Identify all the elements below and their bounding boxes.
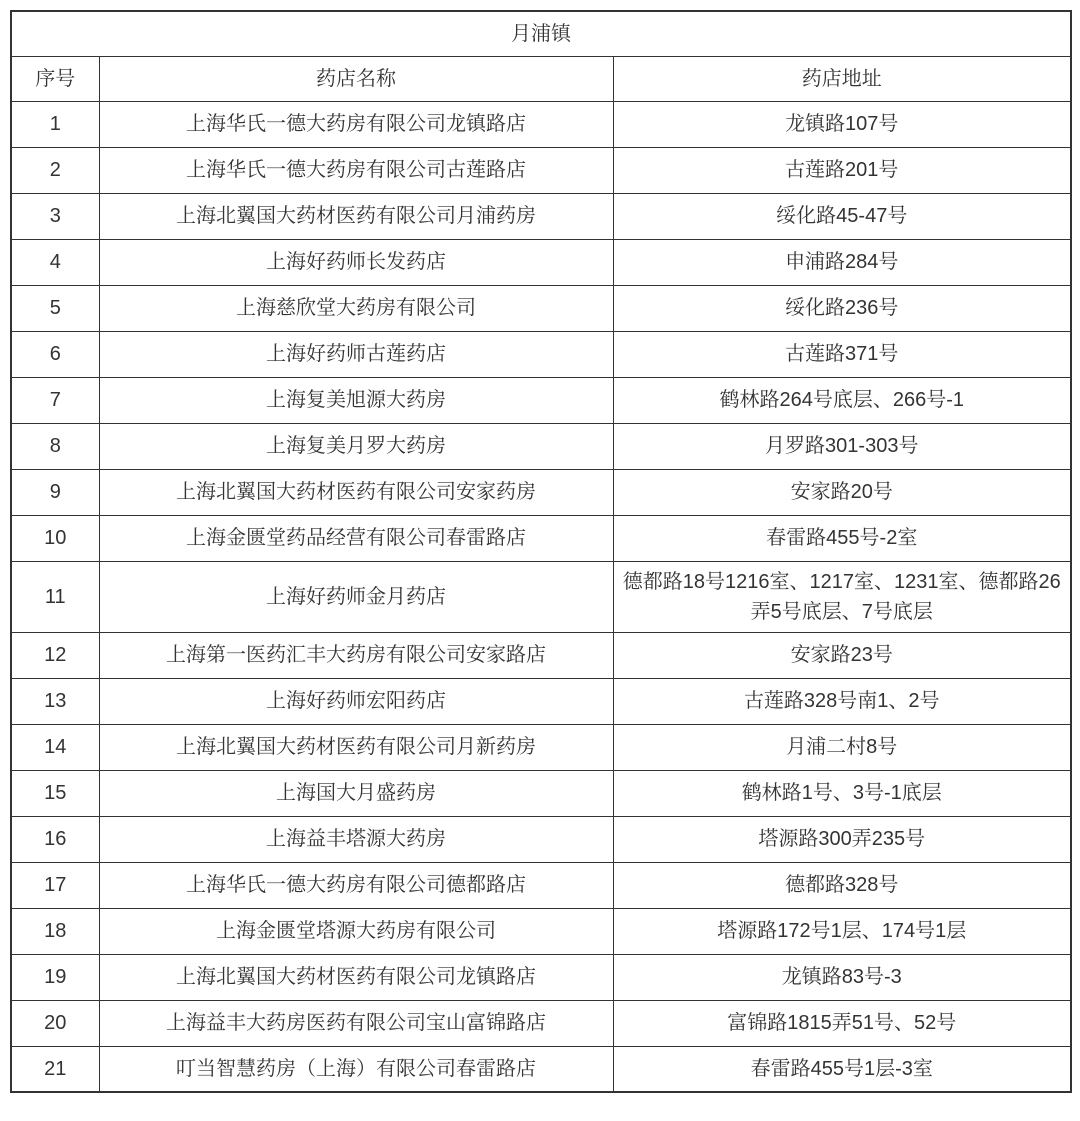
table-title: 月浦镇 — [11, 11, 1071, 56]
col-header-name: 药店名称 — [99, 56, 613, 101]
row-address-cell: 德都路328号 — [613, 862, 1071, 908]
row-name-cell: 上海华氏一德大药房有限公司德都路店 — [99, 862, 613, 908]
row-name-cell: 上海益丰大药房医药有限公司宝山富锦路店 — [99, 1000, 613, 1046]
table-row — [11, 724, 1071, 770]
row-no-cell: 6 — [11, 331, 99, 377]
row-name-cell: 上海北翼国大药材医药有限公司月新药房 — [99, 724, 613, 770]
row-name-cell: 上海益丰塔源大药房 — [99, 816, 613, 862]
row-address-cell: 绥化路236号 — [613, 285, 1071, 331]
row-name-cell: 上海国大月盛药房 — [99, 770, 613, 816]
row-address-cell: 古莲路328号南1、2号 — [613, 678, 1071, 724]
table-row — [11, 193, 1071, 239]
row-name-cell: 上海华氏一德大药房有限公司古莲路店 — [99, 147, 613, 193]
row-name-cell: 上海好药师金月药店 — [99, 561, 613, 632]
row-name-cell: 上海好药师长发药店 — [99, 239, 613, 285]
header-row — [11, 56, 1071, 101]
row-no-cell: 2 — [11, 147, 99, 193]
row-name-cell: 上海华氏一德大药房有限公司龙镇路店 — [99, 101, 613, 147]
row-no-cell: 18 — [11, 908, 99, 954]
row-name-cell: 上海复美旭源大药房 — [99, 377, 613, 423]
table-row — [11, 101, 1071, 147]
row-no-cell: 1 — [11, 101, 99, 147]
row-no-cell: 14 — [11, 724, 99, 770]
row-address-cell: 绥化路45-47号 — [613, 193, 1071, 239]
row-name-cell: 上海慈欣堂大药房有限公司 — [99, 285, 613, 331]
row-address-cell: 春雷路455号-2室 — [613, 515, 1071, 561]
row-address-cell: 富锦路1815弄51号、52号 — [613, 1000, 1071, 1046]
row-no-cell: 5 — [11, 285, 99, 331]
row-no-cell: 4 — [11, 239, 99, 285]
row-address-cell: 申浦路284号 — [613, 239, 1071, 285]
table-row — [11, 862, 1071, 908]
table-row — [11, 1046, 1071, 1092]
row-address-cell: 塔源路300弄235号 — [613, 816, 1071, 862]
row-no-cell: 10 — [11, 515, 99, 561]
row-no-cell: 16 — [11, 816, 99, 862]
table-row — [11, 515, 1071, 561]
row-name-cell: 上海金匮堂药品经营有限公司春雷路店 — [99, 515, 613, 561]
row-name-cell: 叮当智慧药房（上海）有限公司春雷路店 — [99, 1046, 613, 1092]
row-address-cell: 塔源路172号1层、174号1层 — [613, 908, 1071, 954]
row-no-cell: 7 — [11, 377, 99, 423]
row-address-cell: 安家路23号 — [613, 632, 1071, 678]
row-name-cell: 上海北翼国大药材医药有限公司龙镇路店 — [99, 954, 613, 1000]
row-no-cell: 9 — [11, 469, 99, 515]
table-row — [11, 561, 1071, 632]
table-row — [11, 908, 1071, 954]
table-row — [11, 1000, 1071, 1046]
table-body — [11, 101, 1071, 1092]
row-address-cell: 龙镇路83号-3 — [613, 954, 1071, 1000]
table-row — [11, 632, 1071, 678]
title-row — [11, 11, 1071, 56]
row-no-cell: 13 — [11, 678, 99, 724]
table-row — [11, 816, 1071, 862]
table-row — [11, 147, 1071, 193]
row-name-cell: 上海好药师古莲药店 — [99, 331, 613, 377]
row-address-cell: 月浦二村8号 — [613, 724, 1071, 770]
row-address-cell: 古莲路201号 — [613, 147, 1071, 193]
table-row — [11, 239, 1071, 285]
table-row — [11, 770, 1071, 816]
row-address-cell: 德都路18号1216室、1217室、1231室、德都路26弄5号底层、7号底层 — [613, 561, 1071, 632]
row-address-cell: 安家路20号 — [613, 469, 1071, 515]
table-row — [11, 954, 1071, 1000]
row-no-cell: 19 — [11, 954, 99, 1000]
row-address-cell: 春雷路455号1层-3室 — [613, 1046, 1071, 1092]
row-no-cell: 3 — [11, 193, 99, 239]
row-name-cell: 上海复美月罗大药房 — [99, 423, 613, 469]
row-name-cell: 上海北翼国大药材医药有限公司安家药房 — [99, 469, 613, 515]
row-address-cell: 鹤林路264号底层、266号-1 — [613, 377, 1071, 423]
table-row — [11, 285, 1071, 331]
row-name-cell: 上海好药师宏阳药店 — [99, 678, 613, 724]
row-no-cell: 8 — [11, 423, 99, 469]
row-address-cell: 古莲路371号 — [613, 331, 1071, 377]
row-no-cell: 15 — [11, 770, 99, 816]
row-name-cell: 上海北翼国大药材医药有限公司月浦药房 — [99, 193, 613, 239]
col-header-no: 序号 — [11, 56, 99, 101]
row-no-cell: 17 — [11, 862, 99, 908]
row-address-cell: 鹤林路1号、3号-1底层 — [613, 770, 1071, 816]
row-name-cell: 上海第一医药汇丰大药房有限公司安家路店 — [99, 632, 613, 678]
row-no-cell: 12 — [11, 632, 99, 678]
row-no-cell: 11 — [11, 561, 99, 632]
table-row — [11, 377, 1071, 423]
table-row — [11, 423, 1071, 469]
table-row — [11, 678, 1071, 724]
pharmacy-table — [10, 10, 1072, 1093]
row-address-cell: 龙镇路107号 — [613, 101, 1071, 147]
row-no-cell: 20 — [11, 1000, 99, 1046]
col-header-address: 药店地址 — [613, 56, 1071, 101]
table-row — [11, 469, 1071, 515]
table-row — [11, 331, 1071, 377]
row-name-cell: 上海金匮堂塔源大药房有限公司 — [99, 908, 613, 954]
row-address-cell: 月罗路301-303号 — [613, 423, 1071, 469]
row-no-cell: 21 — [11, 1046, 99, 1092]
